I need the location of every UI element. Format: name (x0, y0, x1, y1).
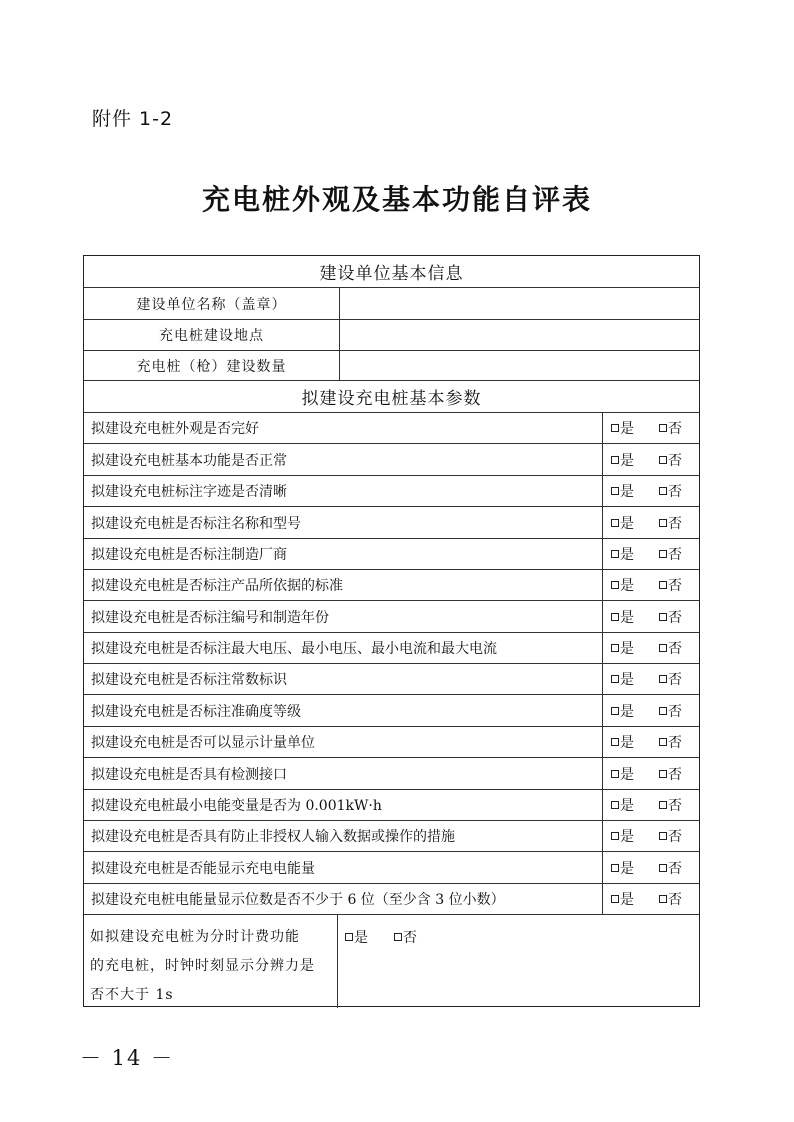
yes-option[interactable] (611, 732, 634, 752)
yes-option[interactable] (611, 418, 634, 438)
no-label: 否 (668, 766, 682, 783)
no-option[interactable] (659, 638, 682, 658)
checkbox-icon[interactable] (659, 550, 667, 558)
no-label: 否 (668, 860, 682, 877)
yes-option[interactable] (611, 450, 634, 470)
no-label: 否 (668, 892, 682, 908)
yes-label: 是 (620, 421, 634, 437)
location-field[interactable] (339, 320, 699, 350)
yes-option[interactable] (611, 858, 634, 878)
self-evaluation-form (83, 255, 700, 1007)
info-label: 建设单位名称（盖章） (136, 296, 287, 313)
checkbox-icon[interactable] (611, 581, 619, 589)
final-question-line: 的充电桩，时钟时刻显示分辨力是 (90, 958, 315, 974)
checkbox-icon[interactable] (611, 487, 619, 495)
final-question-text (84, 915, 337, 1008)
final-question-line: 否不大于 1s (90, 987, 174, 1003)
params-title: 拟建设充电桩基本参数 (301, 389, 482, 409)
yes-option[interactable] (611, 481, 634, 501)
checkbox-icon[interactable] (345, 933, 353, 941)
company-name-field[interactable] (339, 288, 699, 319)
final-answer-cell (337, 915, 699, 1008)
checkbox-icon[interactable] (659, 895, 667, 903)
question-row (84, 413, 699, 444)
checkbox-icon[interactable] (659, 864, 667, 872)
checkbox-icon[interactable] (659, 519, 667, 527)
no-option[interactable] (659, 669, 682, 689)
question-text: 拟建设充电桩标注字迹是否清晰 (91, 484, 287, 500)
final-question-row (84, 915, 699, 1008)
yes-option[interactable] (611, 638, 634, 658)
no-label: 否 (668, 515, 682, 532)
checkbox-icon[interactable] (611, 738, 619, 746)
info-label: 充电桩（枪）建设数量 (136, 358, 287, 375)
question-row (84, 884, 699, 915)
no-option[interactable] (659, 732, 682, 752)
final-question-line: 如拟建设充电桩为分时计费功能 (90, 929, 300, 945)
question-row (84, 507, 699, 539)
question-text: 拟建设充电桩是否标注制造厂商 (91, 547, 287, 563)
yes-option[interactable] (611, 826, 634, 846)
question-row (84, 633, 699, 664)
question-text: 拟建设充电桩是否标注准确度等级 (91, 703, 301, 720)
no-option[interactable] (659, 858, 682, 878)
checkbox-icon[interactable] (611, 550, 619, 558)
no-option[interactable] (659, 418, 682, 438)
answer-cell (602, 727, 699, 757)
question-text: 拟建设充电桩外观是否完好 (91, 421, 259, 437)
checkbox-icon[interactable] (611, 675, 619, 683)
question-text: 拟建设充电桩是否标注常数标识 (91, 672, 287, 688)
yes-label: 是 (354, 930, 368, 946)
yes-label: 是 (620, 484, 634, 500)
yes-option[interactable] (611, 607, 634, 627)
no-option[interactable] (659, 481, 682, 501)
checkbox-icon[interactable] (611, 613, 619, 621)
question-row (84, 790, 699, 821)
checkbox-icon[interactable] (659, 487, 667, 495)
checkbox-icon[interactable] (611, 456, 619, 464)
checkbox-icon[interactable] (659, 644, 667, 652)
checkbox-icon[interactable] (659, 675, 667, 683)
final-yes-option[interactable] (345, 927, 368, 947)
basic-info-section-header (84, 256, 699, 288)
question-text: 拟建设充电桩是否能显示充电电能量 (91, 860, 315, 877)
checkbox-icon[interactable] (611, 895, 619, 903)
yes-label: 是 (620, 860, 634, 877)
yes-option[interactable] (611, 764, 634, 784)
no-label: 否 (668, 798, 682, 814)
yes-label: 是 (620, 766, 634, 783)
question-row (84, 821, 699, 852)
no-option[interactable] (659, 826, 682, 846)
question-text: 拟建设充电桩基本功能是否正常 (91, 452, 287, 469)
answer-cell (602, 790, 699, 820)
question-text: 拟建设充电桩电能量显示位数是否不少于 6 位（至少含 3 位小数） (91, 892, 505, 908)
yes-option[interactable] (611, 513, 634, 533)
answer-cell (602, 570, 699, 600)
no-option[interactable] (659, 607, 682, 627)
info-label: 充电桩建设地点 (159, 328, 264, 344)
no-label: 否 (668, 452, 682, 469)
checkbox-icon[interactable] (659, 738, 667, 746)
checkbox-icon[interactable] (611, 424, 619, 432)
answer-cell (602, 821, 699, 851)
no-label: 否 (668, 703, 682, 720)
final-no-option[interactable] (394, 927, 417, 947)
yes-label: 是 (620, 703, 634, 720)
question-text: 拟建设充电桩最小电能变量是否为 0.001kW·h (91, 798, 382, 814)
question-text: 拟建设充电桩是否标注最大电压、最小电压、最小电流和最大电流 (91, 641, 497, 657)
no-label: 否 (668, 484, 682, 500)
question-row (84, 570, 699, 601)
no-label: 否 (403, 930, 417, 946)
checkbox-icon[interactable] (611, 770, 619, 778)
no-option[interactable] (659, 450, 682, 470)
yes-option[interactable] (611, 575, 634, 595)
no-option[interactable] (659, 764, 682, 784)
question-text: 拟建设充电桩是否具有检测接口 (91, 766, 287, 783)
quantity-field[interactable] (339, 351, 699, 380)
yes-option[interactable] (611, 795, 634, 815)
yes-label: 是 (620, 641, 634, 657)
yes-option[interactable] (611, 701, 634, 721)
yes-label: 是 (620, 578, 634, 594)
page-number: － 14 － (80, 1046, 175, 1070)
checkbox-icon[interactable] (611, 644, 619, 652)
checkbox-icon[interactable] (611, 801, 619, 809)
yes-label: 是 (620, 892, 634, 908)
checkbox-icon[interactable] (659, 801, 667, 809)
info-row-company (84, 288, 699, 320)
checkbox-icon[interactable] (659, 832, 667, 840)
question-row (84, 539, 699, 570)
no-option[interactable] (659, 513, 682, 533)
yes-label: 是 (620, 609, 634, 626)
no-label: 否 (668, 829, 682, 845)
question-text: 拟建设充电桩是否标注产品所依据的标准 (91, 578, 343, 594)
yes-label: 是 (620, 672, 634, 688)
checkbox-icon[interactable] (611, 864, 619, 872)
answer-cell (602, 884, 699, 914)
yes-option[interactable] (611, 669, 634, 689)
checkbox-icon[interactable] (611, 519, 619, 527)
yes-label: 是 (620, 798, 634, 814)
no-label: 否 (668, 578, 682, 594)
no-option[interactable] (659, 795, 682, 815)
question-text: 拟建设充电桩是否可以显示计量单位 (91, 735, 315, 751)
no-label: 否 (668, 672, 682, 688)
yes-label: 是 (620, 547, 634, 563)
no-label: 否 (668, 421, 682, 437)
question-row (84, 601, 699, 633)
attachment-label: 附件 1-2 (92, 108, 174, 130)
yes-option[interactable] (611, 544, 634, 564)
answer-cell (602, 539, 699, 569)
yes-option[interactable] (611, 889, 634, 909)
info-row-quantity (84, 351, 699, 381)
answer-cell (602, 852, 699, 883)
basic-info-title: 建设单位基本信息 (319, 264, 464, 284)
answer-cell (602, 413, 699, 443)
yes-label: 是 (620, 515, 634, 532)
checkbox-icon[interactable] (659, 456, 667, 464)
answer-cell (602, 444, 699, 475)
checkbox-icon[interactable] (659, 707, 667, 715)
no-option[interactable] (659, 701, 682, 721)
question-row (84, 664, 699, 695)
question-row (84, 852, 699, 884)
answer-cell (602, 601, 699, 632)
question-row (84, 727, 699, 758)
yes-label: 是 (620, 735, 634, 751)
no-option[interactable] (659, 889, 682, 909)
question-row (84, 444, 699, 476)
no-label: 否 (668, 641, 682, 657)
answer-cell (602, 633, 699, 663)
question-row (84, 476, 699, 507)
checkbox-icon[interactable] (659, 424, 667, 432)
checkbox-icon[interactable] (659, 581, 667, 589)
checkbox-icon[interactable] (659, 770, 667, 778)
no-option[interactable] (659, 575, 682, 595)
no-label: 否 (668, 735, 682, 751)
answer-cell (602, 664, 699, 694)
answer-cell (602, 758, 699, 789)
page-title: 充电桩外观及基本功能自评表 (201, 183, 592, 216)
checkbox-icon[interactable] (394, 933, 402, 941)
answer-cell (602, 695, 699, 726)
no-option[interactable] (659, 544, 682, 564)
info-row-location (84, 320, 699, 351)
answer-cell (602, 476, 699, 506)
yes-label: 是 (620, 829, 634, 845)
no-label: 否 (668, 547, 682, 563)
yes-label: 是 (620, 452, 634, 469)
question-row (84, 695, 699, 727)
params-section-header (84, 381, 699, 413)
checkbox-icon[interactable] (611, 832, 619, 840)
answer-cell (602, 507, 699, 538)
checkbox-icon[interactable] (611, 707, 619, 715)
checkbox-icon[interactable] (659, 613, 667, 621)
question-text: 拟建设充电桩是否标注名称和型号 (91, 515, 301, 532)
question-text: 拟建设充电桩是否具有防止非授权人输入数据或操作的措施 (91, 829, 455, 845)
no-label: 否 (668, 609, 682, 626)
question-text: 拟建设充电桩是否标注编号和制造年份 (91, 609, 329, 626)
question-row (84, 758, 699, 790)
